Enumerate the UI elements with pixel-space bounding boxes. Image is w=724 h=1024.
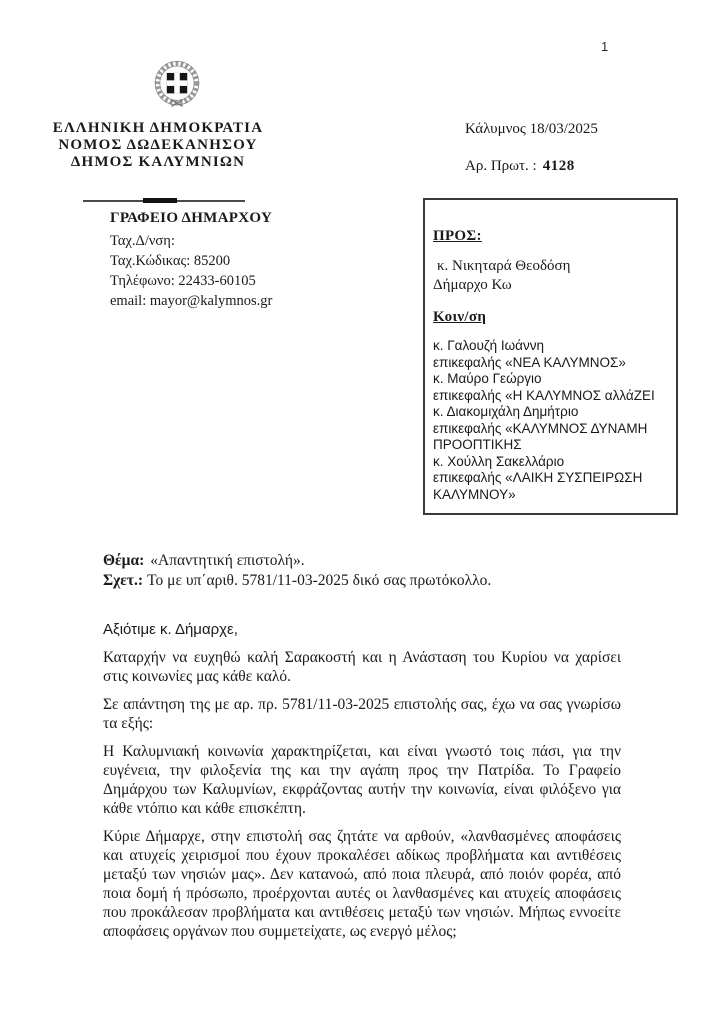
cc-recipient-name: κ. Χούλλη Σακελλάριο [433, 453, 565, 469]
cc-recipient-role: επικεφαλής «Η ΚΑΛΥΜΝΟΣ αλλάΖΕΙ [433, 387, 655, 403]
cc-label: Κοιν/ση [433, 309, 487, 325]
page-number: 1 [601, 39, 609, 54]
salutation: Αξιότιμε κ. Δήμαρχε, [103, 621, 238, 638]
cc-recipient-role: επικεφαλής «ΝΕΑ ΚΑΛΥΜΝΟΣ» [433, 354, 626, 370]
body-paragraph: Καταρχήν να ευχηθώ καλή Σαρακοστή και η Ανάσταση του Κυρίου να χαρίσει στις κοινωνίες μας κάθε καλό. [103, 649, 621, 685]
to-recipient [433, 257, 668, 295]
contact-address: Ταχ.Δ/νση: [110, 233, 175, 249]
contact-postal-code: Ταχ.Κώδικας: 85200 [110, 253, 231, 269]
cc-recipient-role: επικεφαλής «ΚΑΛΥΜΝΟΣ ΔΥΝΑΜΗ ΠΡΟΟΠΤΙΚΗΣ [433, 420, 648, 452]
header-divider-accent [143, 198, 177, 203]
authority-line-1: ΕΛΛΗΝΙΚΗ ΔΗΜΟΚΡΑΤΙΑ [52, 120, 264, 136]
to-label: ΠΡΟΣ: [433, 228, 482, 244]
cc-recipient-name: κ. Διακομιχάλη Δημήτριο [433, 404, 579, 419]
cc-recipient-role: επικεφαλής «ΛΑΙΚΗ ΣΥΣΠΕΙΡΩΣΗ ΚΑΛΥΜΝΟΥ» [433, 470, 643, 502]
reference-label: Σχετ.: [103, 572, 144, 589]
to-recipient-name: κ. Νικηταρά Θεοδόση [437, 258, 571, 274]
subject-label: Θέμα: [103, 552, 145, 569]
subject-line [103, 551, 643, 571]
reference-line [103, 571, 643, 591]
subject-block [103, 551, 643, 591]
body-paragraph: Κύριε Δήμαρχε, στην επιστολή σας ζητάτε να αρθούν, «λανθασμένες αποφάσεις και ατυχείς χειρισμοί που έχουν προκαλέσει αδίκως προβλήματα και αντιθέσεις μεταξύ των νησιών μας». Δεν κατανοώ, από ποια πλευρά, από ποιόν φορέα, από ποια δομή ή πρόσωπο, προέρχονται αυτές οι λανθασμένες και ατυχείς αποφάσεις που προκάλεσαν προβλήματα και αντιθέσεις μεταξύ των νησιών. Μήπως εννοείτε αποφάσεις οργάνων που συμμετείχατε, ως ενεργό μέλος; [103, 828, 621, 940]
recipients-box [423, 198, 678, 515]
sender-office-title: ΓΡΑΦΕΙΟ ΔΗΜΑΡΧΟΥ [110, 210, 273, 226]
body-paragraph: Σε απάντηση της με αρ. πρ. 5781/11-03-2025 επιστολής σας, έχω να σας γνωρίσω τα εξής: [103, 696, 621, 732]
protocol-label: Αρ. Πρωτ. : [465, 158, 537, 174]
letter-body [103, 648, 621, 950]
sender-contact-block [110, 208, 272, 311]
greek-republic-emblem-icon [146, 59, 208, 111]
authority-line-2: ΝΟΜΟΣ ΔΩΔΕΚΑΝΗΣΟΥ [58, 137, 258, 153]
contact-email: email: mayor@kalymnos.gr [110, 293, 273, 309]
protocol-line [465, 158, 575, 175]
reference-text: Το με υπ΄αριθ. 5781/11-03-2025 δικό σας πρωτόκολλο. [147, 572, 492, 589]
place-and-date: Κάλυμνος 18/03/2025 [465, 121, 598, 137]
cc-recipient-name: κ. Μαύρο Γεώργιο [433, 371, 542, 386]
cc-recipient-name: κ. Γαλουζή Ιωάννη [433, 338, 544, 353]
to-recipient-title: Δήμαρχο Κω [433, 277, 512, 293]
authority-header [38, 120, 278, 171]
authority-line-3: ΔΗΜΟΣ ΚΑΛΥΜΝΙΩΝ [70, 154, 246, 170]
subject-text: «Απαντητική επιστολή». [150, 552, 305, 569]
contact-phone: Τηλέφωνο: 22433-60105 [110, 273, 256, 289]
protocol-number: 4128 [542, 158, 575, 174]
body-paragraph: Η Καλυμνιακή κοινωνία χαρακτηρίζεται, και είναι γνωστό τοις πάσι, για την ευγένεια, την φιλοξενία της και την αγάπη προς την Πατρίδα. Το Γραφείο Δημάρχου των Καλυμνίων, εκφράζοντας αυτήν την κοινωνία, είναι φιλόξενο για κάθε ντόπιο και κάθε επισκέπτη. [103, 743, 621, 817]
cc-recipient-list [433, 338, 668, 503]
